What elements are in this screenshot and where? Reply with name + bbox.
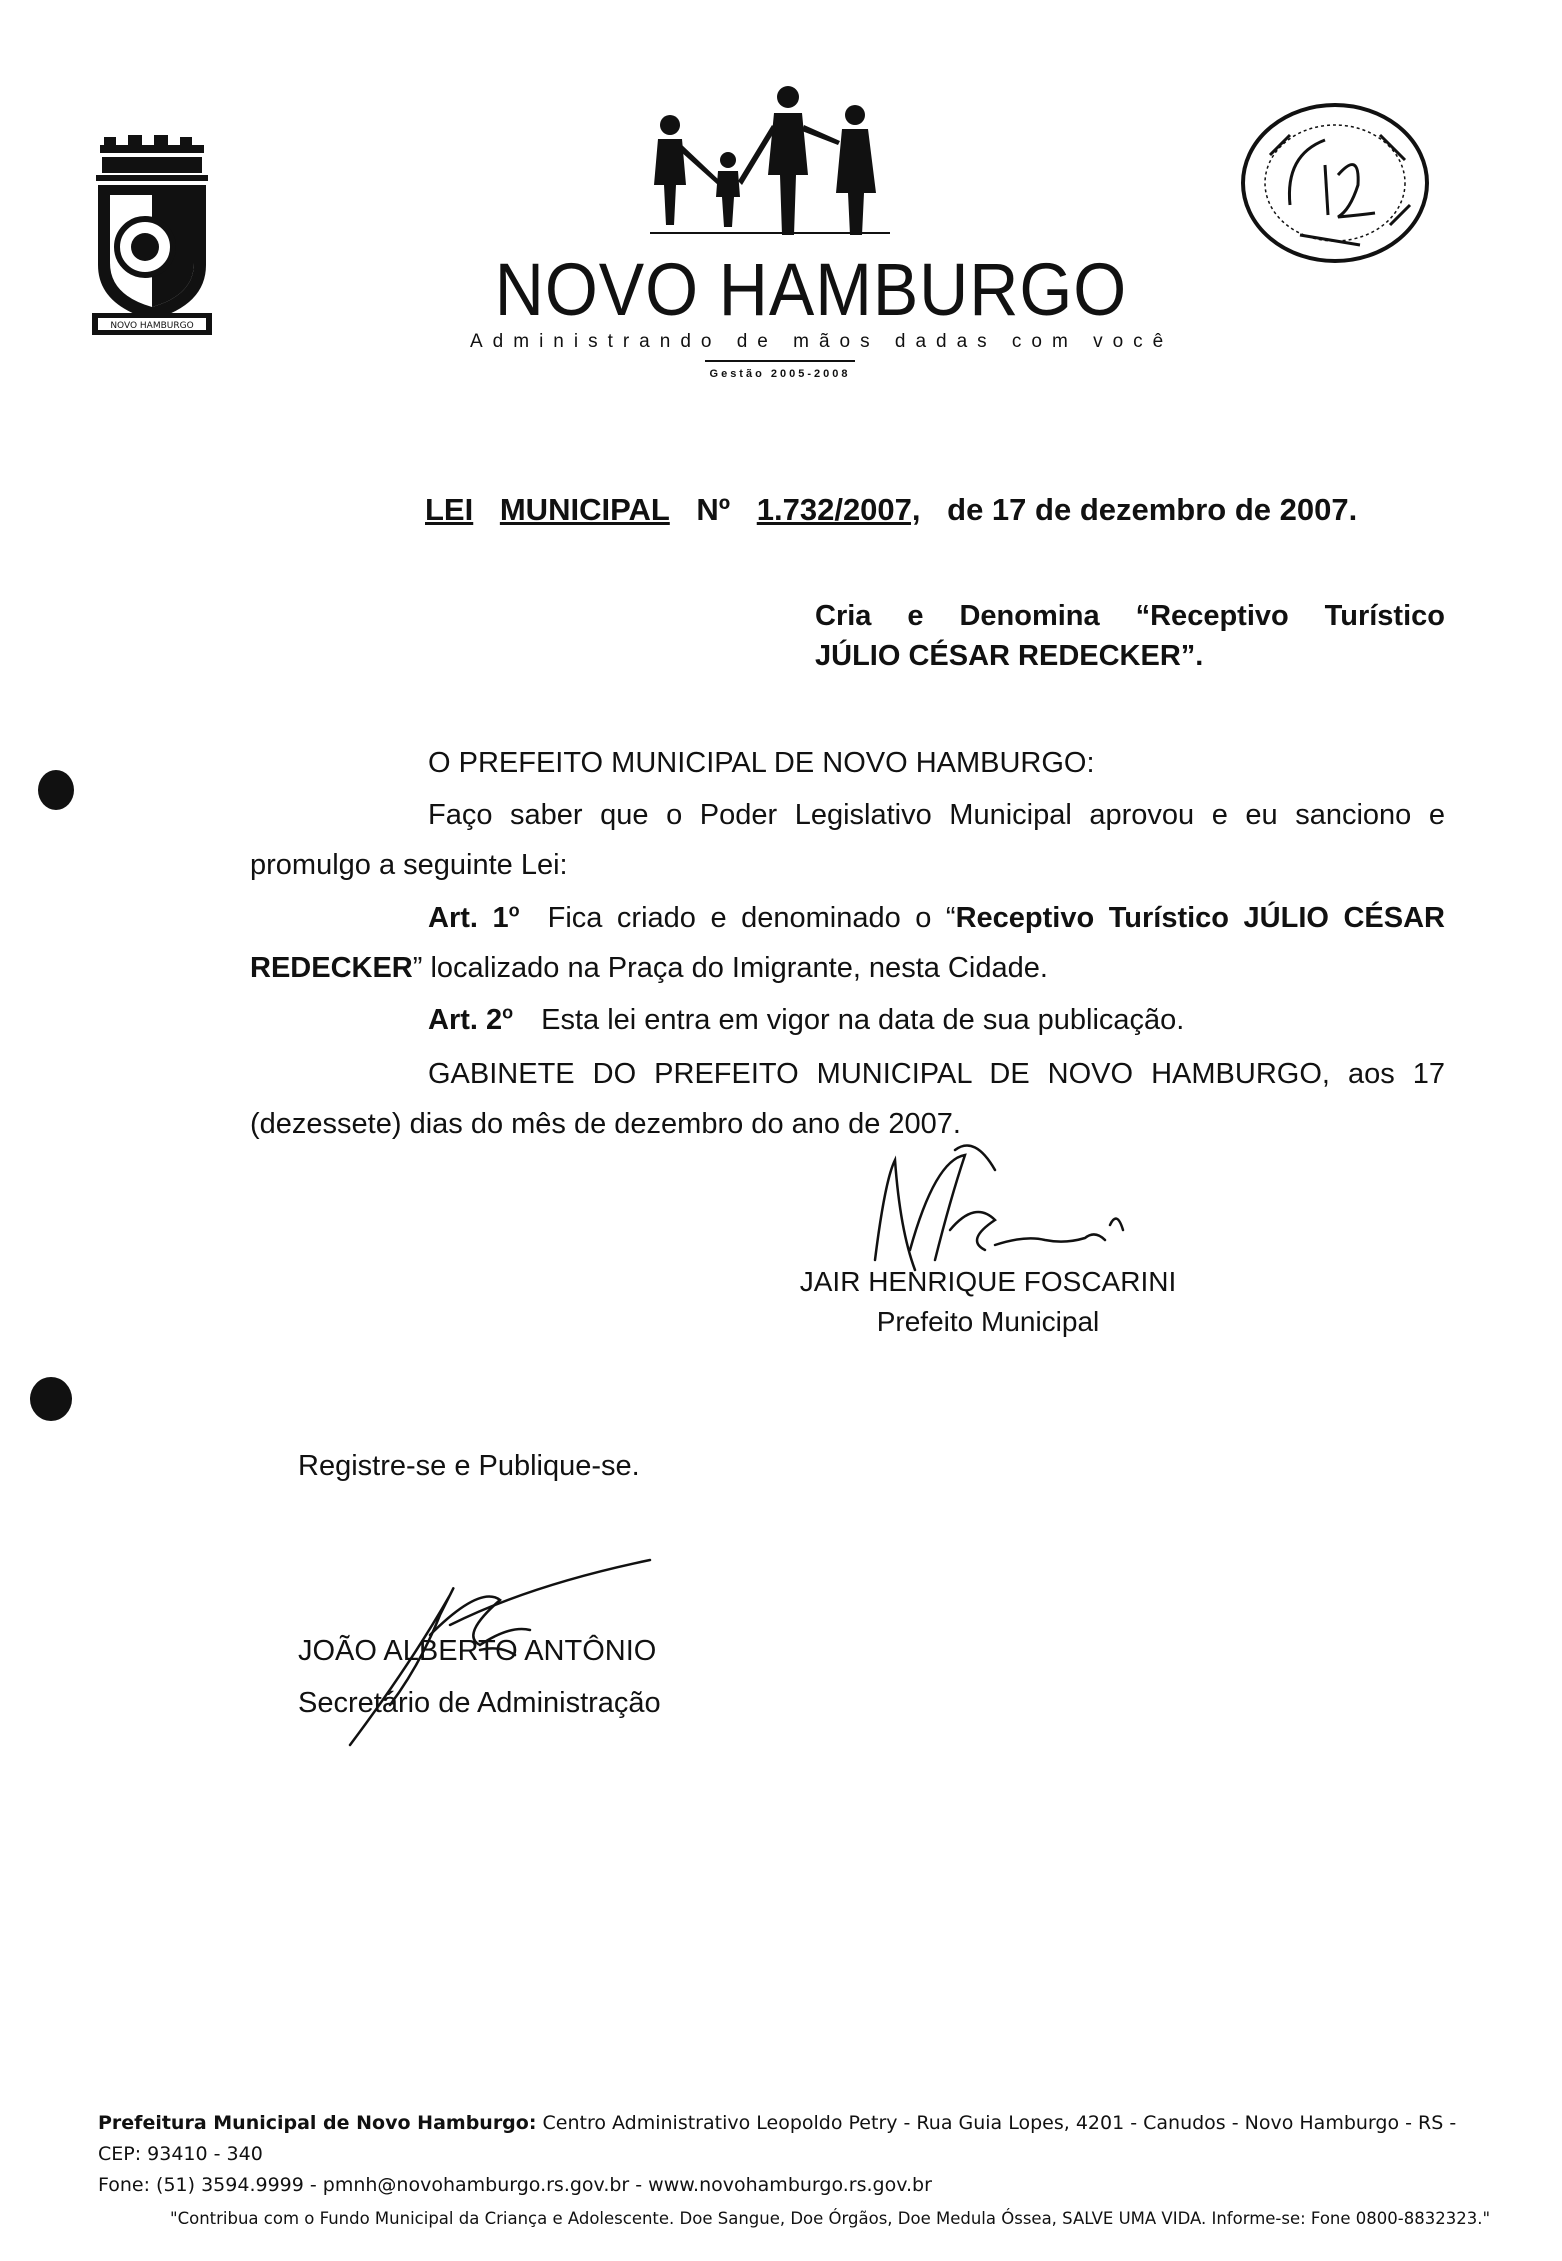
footer-org-name: Prefeitura Municipal de Novo Hamburgo: [98,2112,537,2134]
article-1 [250,893,1445,993]
secretary-name: JOÃO ALBERTO ANTÔNIO [298,1635,657,1667]
law-number: 1.732/2007, [756,492,921,527]
brand-divider [705,360,855,362]
article-2-ordinal: o [502,1002,514,1023]
punch-hole-mark [30,1377,72,1421]
gabinete-paragraph: GABINETE DO PREFEITO MUNICIPAL DE NOVO HAMBURGO, aos 17 (dezessete) dias do mês de dezembro do ano de 2007. [250,1058,1445,1140]
brand-tagline: Administrando de mãos dadas com você [470,331,1174,352]
mayor-intro: O PREFEITO MUNICIPAL DE NOVO HAMBURGO: [428,747,1095,779]
family-silhouette-logo [640,85,900,255]
municipal-crest-logo [90,135,214,340]
ementa-line-1: Cria e Denomina “Receptivo Turístico [815,600,1445,632]
footer-campaign-note: "Contribua com o Fundo Municipal da Criança e Adolescente. Doe Sangue, Doe Órgãos, Doe Medula Óssea, SALVE UMA VIDA. Informe-se: Fone 0800-8832323." [170,2209,1491,2228]
article-2-text: Esta lei entra em vigor na data de sua publicação. [541,1004,1185,1036]
brand-title: NOVO HAMBURGO [494,248,1128,331]
registre-publique-line: Registre-se e Publique-se. [298,1450,640,1482]
article-1-text-a: Fica criado e denominado o “ [547,902,956,934]
law-prefix: LEI [425,492,474,527]
footer-address-text: Centro Administrativo Leopoldo Petry - Rua Guia Lopes, 4201 - Canudos - Novo Hamburgo - RS - CEP: 93410 - 340 [98,2112,1457,2165]
footer-address [98,2108,1478,2201]
svg-text:NOVO HAMBURGO: NOVO HAMBURGO [110,321,194,331]
law-ementa [815,596,1445,676]
mayor-name: JAIR HENRIQUE FOSCARINI [799,1266,1177,1297]
punch-hole-mark [38,770,74,810]
article-2 [428,995,1184,1045]
footer-address-line [98,2108,1478,2170]
article-1-text-b: ” localizado na Praça do Imigrante, nesta Cidade. [412,952,1048,984]
mayor-signature-block [778,1262,1198,1342]
prefeitura-stamp-seal [1230,95,1440,275]
mayor-title: Prefeito Municipal [876,1306,1100,1337]
article-1-ordinal: o [508,900,520,921]
secretary-signature-block [298,1625,661,1729]
law-number-label: Nº [696,492,731,527]
article-2-label: Art. 2 [428,1004,503,1036]
article-1-bold-name: Receptivo Turístico JÚLIO CÉSAR REDECKER [250,902,1445,984]
article-1-label: Art. 1 [428,902,509,934]
administration-term: Gestão 2005-2008 [709,368,851,380]
secretary-title: Secretário de Administração [298,1687,661,1719]
footer-contact-line: Fone: (51) 3594.9999 - pmnh@novohamburgo.rs.gov.br - www.novohamburgo.rs.gov.br [98,2174,932,2196]
law-date: de 17 de dezembro de 2007. [947,492,1358,527]
brand-block [470,248,1174,380]
law-municipal: MUNICIPAL [499,492,670,527]
law-heading [425,492,1425,528]
enactment-paragraph: Faço saber que o Poder Legislativo Municipal aprovou e eu sanciono e promulgo a seguinte Lei: [250,799,1445,881]
ementa-line-2: JÚLIO CÉSAR REDECKER”. [815,640,1204,672]
